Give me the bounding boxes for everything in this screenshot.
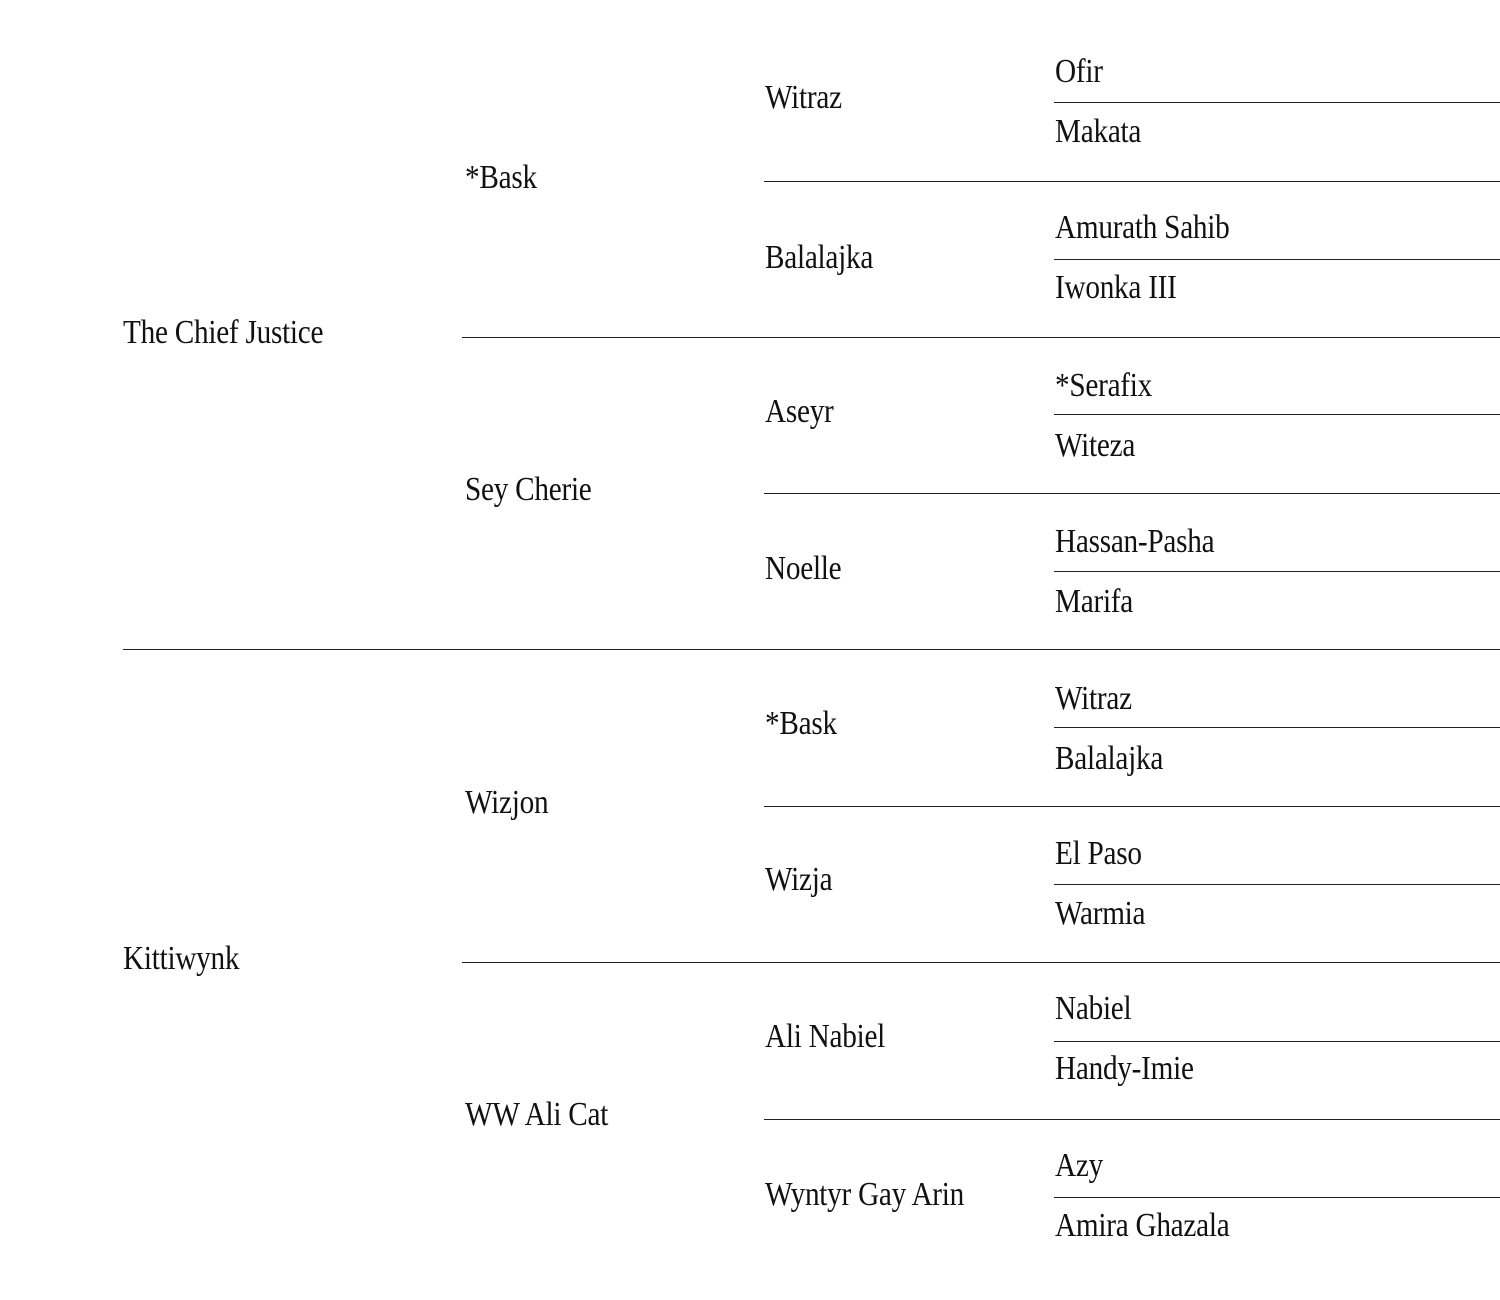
gen4-name: Witraz [1055, 680, 1132, 717]
gen3-name: *Bask [765, 705, 837, 742]
dam-sire-name: Wizjon [465, 784, 549, 821]
gen4-name: Balalajka [1055, 740, 1164, 777]
gen2-divider [462, 337, 1500, 338]
gen4-name: Warmia [1055, 895, 1146, 932]
dam-name: Kittiwynk [123, 940, 240, 977]
gen4-name: Amira Ghazala [1055, 1207, 1230, 1244]
gen4-name: Iwonka III [1055, 269, 1177, 306]
gen4-divider [1054, 102, 1500, 103]
gen4-name: Ofir [1055, 53, 1103, 90]
gen4-divider [1054, 727, 1500, 728]
gen4-name: Witeza [1055, 427, 1136, 464]
gen3-name: Ali Nabiel [765, 1018, 886, 1055]
gen3-divider [764, 181, 1500, 182]
gen3-divider [764, 493, 1500, 494]
gen4-name: Nabiel [1055, 990, 1132, 1027]
gen1-divider [123, 649, 1500, 650]
gen4-name: El Paso [1055, 835, 1142, 872]
gen4-divider [1054, 1197, 1500, 1198]
gen4-name: Handy-Imie [1055, 1050, 1194, 1087]
gen3-divider [764, 1119, 1500, 1120]
gen4-divider [1054, 414, 1500, 415]
gen3-name: Wizja [765, 861, 833, 898]
gen4-name: Hassan-Pasha [1055, 523, 1215, 560]
sire-dam-name: Sey Cherie [465, 471, 592, 508]
gen4-name: Marifa [1055, 583, 1134, 620]
gen3-name: Aseyr [765, 393, 834, 430]
gen4-divider [1054, 884, 1500, 885]
gen4-divider [1054, 1041, 1500, 1042]
dam-dam-name: WW Ali Cat [465, 1096, 609, 1133]
gen3-name: Balalajka [765, 239, 874, 276]
gen3-name: Wyntyr Gay Arin [765, 1176, 965, 1213]
gen4-name: Makata [1055, 113, 1142, 150]
gen3-divider [764, 806, 1500, 807]
gen4-divider [1054, 571, 1500, 572]
gen3-name: Witraz [765, 79, 842, 116]
gen4-name: *Serafix [1055, 367, 1153, 404]
gen4-divider [1054, 259, 1500, 260]
gen3-name: Noelle [765, 550, 842, 587]
gen2-divider [462, 962, 1500, 963]
gen4-name: Azy [1055, 1147, 1103, 1184]
sire-sire-name: *Bask [465, 159, 537, 196]
gen4-name: Amurath Sahib [1055, 209, 1230, 246]
sire-name: The Chief Justice [123, 314, 324, 351]
